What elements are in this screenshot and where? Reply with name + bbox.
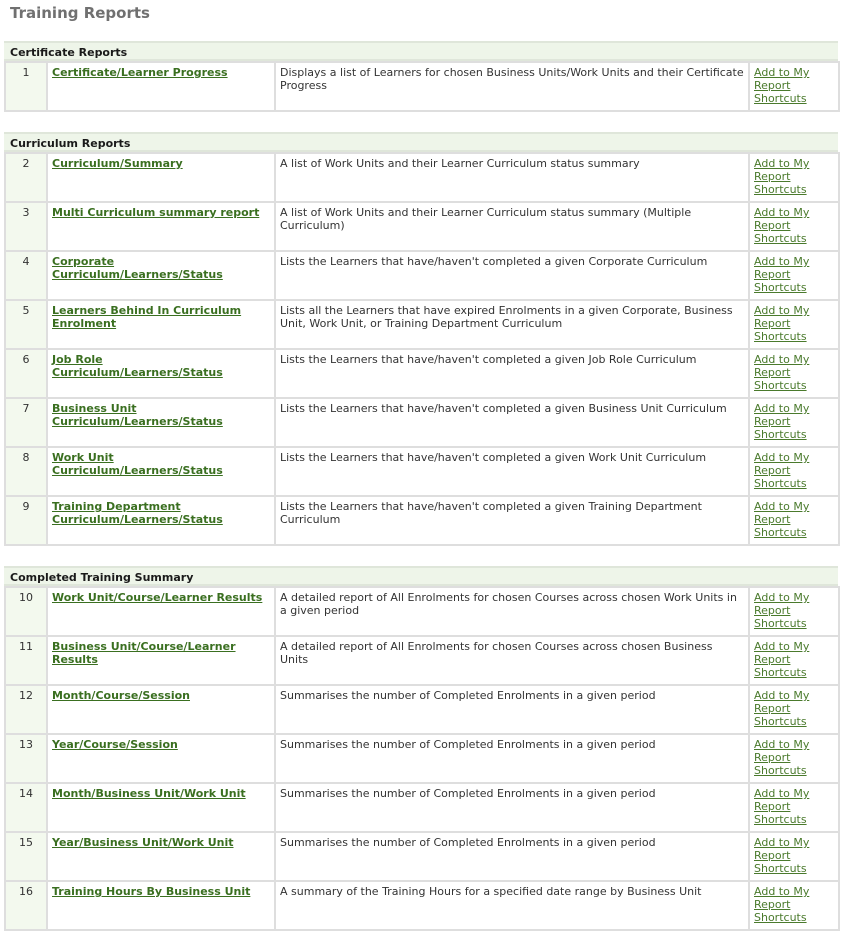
- report-description: Summarises the number of Completed Enrolments in a given period: [275, 832, 749, 881]
- report-description: A detailed report of All Enrolments for chosen Courses across chosen Work Units in a given period: [275, 587, 749, 636]
- report-description: A list of Work Units and their Learner Curriculum status summary (Multiple Curriculum): [275, 202, 749, 251]
- report-number: 8: [5, 447, 47, 496]
- add-to-shortcuts-link[interactable]: Add to My Report Shortcuts: [754, 353, 810, 392]
- report-name-cell: [47, 251, 275, 300]
- report-number: 13: [5, 734, 47, 783]
- add-shortcut-cell: [749, 447, 839, 496]
- report-description: Lists the Learners that have/haven't completed a given Corporate Curriculum: [275, 251, 749, 300]
- section-title: Completed Training Summary: [4, 566, 838, 586]
- report-row: [5, 62, 839, 111]
- report-row: [5, 398, 839, 447]
- section-certificate-reports: [4, 41, 838, 112]
- report-name-cell: [47, 783, 275, 832]
- report-link[interactable]: Business Unit/Course/Learner Results: [52, 640, 236, 666]
- report-number: 15: [5, 832, 47, 881]
- report-row: [5, 251, 839, 300]
- add-shortcut-cell: [749, 202, 839, 251]
- add-to-shortcuts-link[interactable]: Add to My Report Shortcuts: [754, 591, 810, 630]
- add-to-shortcuts-link[interactable]: Add to My Report Shortcuts: [754, 885, 810, 924]
- add-shortcut-cell: [749, 300, 839, 349]
- report-name-cell: [47, 496, 275, 545]
- report-name-cell: [47, 832, 275, 881]
- add-to-shortcuts-link[interactable]: Add to My Report Shortcuts: [754, 689, 810, 728]
- report-description: Lists the Learners that have/haven't completed a given Business Unit Curriculum: [275, 398, 749, 447]
- add-shortcut-cell: [749, 734, 839, 783]
- report-link[interactable]: Curriculum/Summary: [52, 157, 183, 170]
- section-completed-training-summary: [4, 566, 838, 931]
- report-link[interactable]: Learners Behind In Curriculum Enrolment: [52, 304, 242, 330]
- report-name-cell: [47, 447, 275, 496]
- add-shortcut-cell: [749, 349, 839, 398]
- section-title: Certificate Reports: [4, 41, 838, 61]
- report-name-cell: [47, 62, 275, 111]
- report-name-cell: [47, 734, 275, 783]
- report-row: [5, 832, 839, 881]
- report-link[interactable]: Certificate/Learner Progress: [52, 66, 228, 79]
- report-description: Lists the Learners that have/haven't completed a given Training Department Curriculum: [275, 496, 749, 545]
- add-to-shortcuts-link[interactable]: Add to My Report Shortcuts: [754, 304, 810, 343]
- report-table: [4, 586, 840, 931]
- page-title: Training Reports: [10, 4, 150, 22]
- section-curriculum-reports: [4, 132, 838, 546]
- add-to-shortcuts-link[interactable]: Add to My Report Shortcuts: [754, 255, 810, 294]
- report-number: 7: [5, 398, 47, 447]
- report-link[interactable]: Month/Course/Session: [52, 689, 190, 702]
- report-link[interactable]: Month/Business Unit/Work Unit: [52, 787, 246, 800]
- add-to-shortcuts-link[interactable]: Add to My Report Shortcuts: [754, 157, 810, 196]
- report-row: [5, 783, 839, 832]
- section-title: Curriculum Reports: [4, 132, 838, 152]
- report-link[interactable]: Multi Curriculum summary report: [52, 206, 260, 219]
- report-description: Lists the Learners that have/haven't completed a given Job Role Curriculum: [275, 349, 749, 398]
- report-link[interactable]: Year/Business Unit/Work Unit: [52, 836, 234, 849]
- report-link[interactable]: Corporate Curriculum/Learners/Status: [52, 255, 223, 281]
- add-shortcut-cell: [749, 783, 839, 832]
- report-description: Lists all the Learners that have expired Enrolments in a given Corporate, Business Unit, Work Unit, or Training Department Curriculum: [275, 300, 749, 349]
- add-to-shortcuts-link[interactable]: Add to My Report Shortcuts: [754, 402, 810, 441]
- report-number: 5: [5, 300, 47, 349]
- report-number: 4: [5, 251, 47, 300]
- add-to-shortcuts-link[interactable]: Add to My Report Shortcuts: [754, 640, 810, 679]
- report-table: [4, 61, 840, 112]
- report-link[interactable]: Work Unit Curriculum/Learners/Status: [52, 451, 223, 477]
- add-shortcut-cell: [749, 153, 839, 202]
- add-shortcut-cell: [749, 685, 839, 734]
- report-row: [5, 349, 839, 398]
- report-number: 14: [5, 783, 47, 832]
- add-shortcut-cell: [749, 251, 839, 300]
- report-name-cell: [47, 636, 275, 685]
- report-description: A detailed report of All Enrolments for chosen Courses across chosen Business Units: [275, 636, 749, 685]
- report-description: Summarises the number of Completed Enrolments in a given period: [275, 734, 749, 783]
- report-number: 10: [5, 587, 47, 636]
- report-row: [5, 153, 839, 202]
- report-name-cell: [47, 349, 275, 398]
- add-to-shortcuts-link[interactable]: Add to My Report Shortcuts: [754, 451, 810, 490]
- report-number: 6: [5, 349, 47, 398]
- report-number: 1: [5, 62, 47, 111]
- report-name-cell: [47, 587, 275, 636]
- report-link[interactable]: Year/Course/Session: [52, 738, 178, 751]
- report-description: A list of Work Units and their Learner Curriculum status summary: [275, 153, 749, 202]
- add-to-shortcuts-link[interactable]: Add to My Report Shortcuts: [754, 787, 810, 826]
- report-number: 11: [5, 636, 47, 685]
- report-link[interactable]: Work Unit/Course/Learner Results: [52, 591, 263, 604]
- report-name-cell: [47, 398, 275, 447]
- add-shortcut-cell: [749, 587, 839, 636]
- report-row: [5, 685, 839, 734]
- report-description: A summary of the Training Hours for a specified date range by Business Unit: [275, 881, 749, 930]
- report-row: [5, 734, 839, 783]
- report-link[interactable]: Training Department Curriculum/Learners/Status: [52, 500, 223, 526]
- report-link[interactable]: Business Unit Curriculum/Learners/Status: [52, 402, 223, 428]
- report-table: [4, 152, 840, 546]
- report-name-cell: [47, 881, 275, 930]
- report-link[interactable]: Job Role Curriculum/Learners/Status: [52, 353, 223, 379]
- report-name-cell: [47, 202, 275, 251]
- report-number: 16: [5, 881, 47, 930]
- add-shortcut-cell: [749, 62, 839, 111]
- add-to-shortcuts-link[interactable]: Add to My Report Shortcuts: [754, 206, 810, 245]
- add-to-shortcuts-link[interactable]: Add to My Report Shortcuts: [754, 500, 810, 539]
- report-description: Summarises the number of Completed Enrolments in a given period: [275, 685, 749, 734]
- add-shortcut-cell: [749, 496, 839, 545]
- report-row: [5, 300, 839, 349]
- report-name-cell: [47, 300, 275, 349]
- report-number: 12: [5, 685, 47, 734]
- report-row: [5, 496, 839, 545]
- report-link[interactable]: Training Hours By Business Unit: [52, 885, 251, 898]
- add-shortcut-cell: [749, 881, 839, 930]
- add-to-shortcuts-link[interactable]: Add to My Report Shortcuts: [754, 738, 810, 777]
- add-to-shortcuts-link[interactable]: Add to My Report Shortcuts: [754, 836, 810, 875]
- add-shortcut-cell: [749, 398, 839, 447]
- report-number: 9: [5, 496, 47, 545]
- report-name-cell: [47, 153, 275, 202]
- add-shortcut-cell: [749, 832, 839, 881]
- report-row: [5, 636, 839, 685]
- report-number: 2: [5, 153, 47, 202]
- add-shortcut-cell: [749, 636, 839, 685]
- add-to-shortcuts-link[interactable]: Add to My Report Shortcuts: [754, 66, 810, 105]
- report-row: [5, 447, 839, 496]
- report-name-cell: [47, 685, 275, 734]
- report-row: [5, 202, 839, 251]
- report-description: Displays a list of Learners for chosen Business Units/Work Units and their Certificate Progress: [275, 62, 749, 111]
- report-number: 3: [5, 202, 47, 251]
- report-row: [5, 587, 839, 636]
- report-description: Summarises the number of Completed Enrolments in a given period: [275, 783, 749, 832]
- report-row: [5, 881, 839, 930]
- report-description: Lists the Learners that have/haven't completed a given Work Unit Curriculum: [275, 447, 749, 496]
